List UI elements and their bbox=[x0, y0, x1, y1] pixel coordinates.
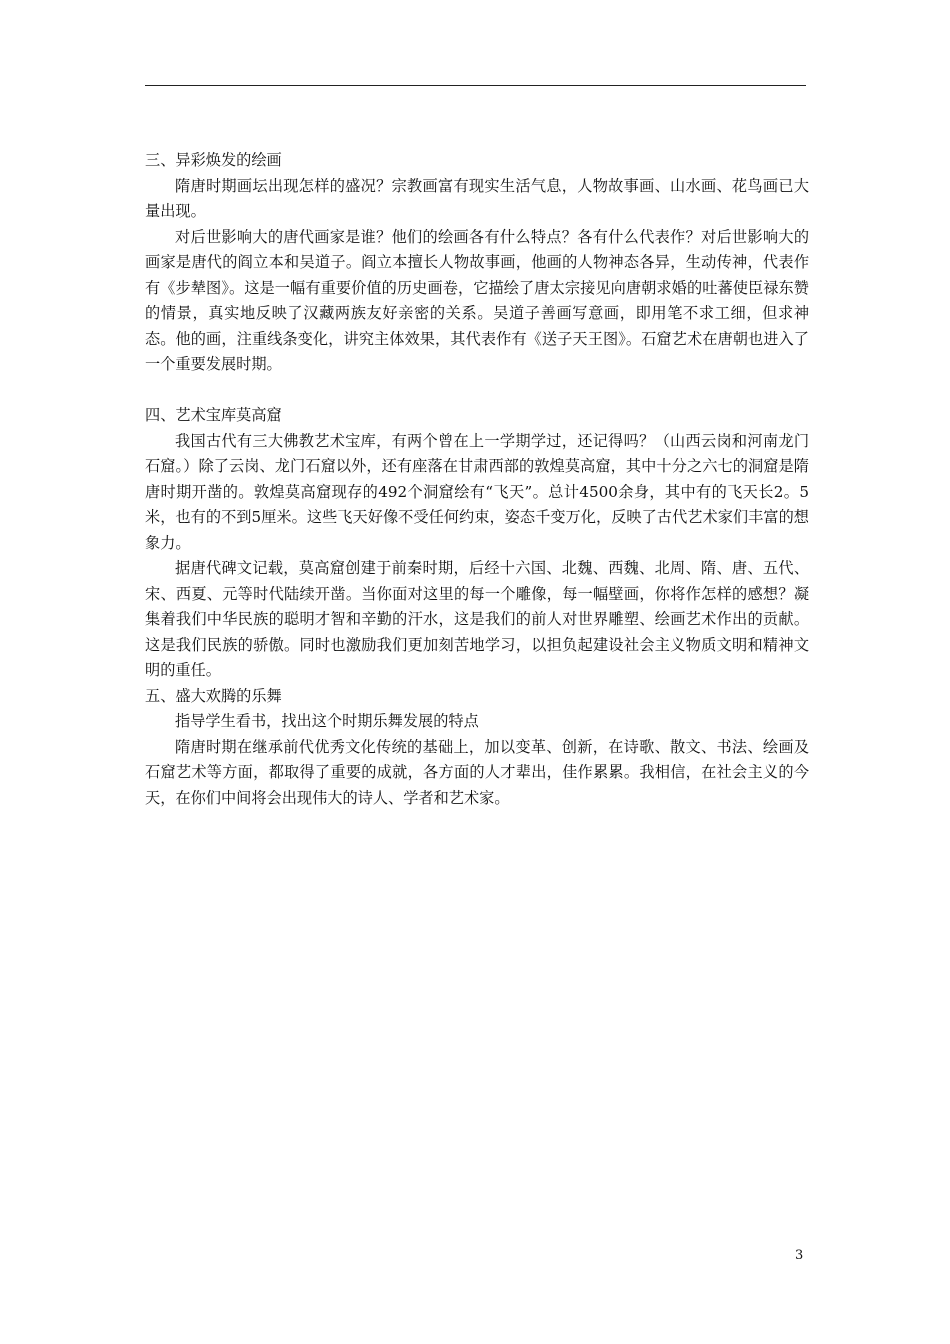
page-number: 3 bbox=[795, 1248, 804, 1263]
header-rule bbox=[145, 85, 806, 86]
paragraph: 隋唐时期画坛出现怎样的盛况？宗教画富有现实生活气息，人物故事画、山水画、花鸟画已大量出现。 bbox=[145, 176, 809, 220]
section-heading: 四、艺术宝库莫高窟 bbox=[145, 406, 282, 424]
section-heading: 五、盛大欢腾的乐舞 bbox=[145, 686, 282, 705]
document-body bbox=[145, 148, 809, 811]
section-mogao-caves bbox=[145, 403, 809, 684]
paragraph: 隋唐时期在继承前代优秀文化传统的基础上，加以变革、创新，在诗歌、散文、书法、绘画及石窟艺术等方面，都取得了重要的成就，各方面的人才辈出，佳作累累。我相信，在社会主义的今天，在你们中间将会出现伟大的诗人、学者和艺术家。 bbox=[145, 737, 809, 807]
paragraph: 对后世影响大的唐代画家是谁？他们的绘画各有什么特点？各有什么代表作？对后世影响大的画家是唐代的阎立本和吴道子。阎立本擅长人物故事画，他画的人物神态各异，生动传神，代表作有《步辇图》。这是一幅有重要价值的历史画卷，它描绘了唐太宗接见向唐朝求婚的吐蕃使臣禄东赞的情景，真实地反映了汉藏两族友好亲密的关系。吴道子善画写意画，即用笔不求工细，但求神态。他的画，注重线条变化，讲究主体效果，其代表作有《送子天王图》。石窟艺术在唐朝也进入了一个重要发展时期。 bbox=[145, 227, 809, 373]
paragraph: 我国古代有三大佛教艺术宝库，有两个曾在上一学期学过，还记得吗？（山西云岗和河南龙门石窟。）除了云岗、龙门石窟以外，还有座落在甘肃西部的敦煌莫高窟，其中十分之六七的洞窟是隋唐时期开凿的。敦煌莫高窟现存的492个洞窟绘有“飞天”。总计4500余身，其中有的飞天长2。5米，也有的不到5厘米。这些飞天好像不受任何约束，姿态千变万化，反映了古代艺术家们丰富的想象力。 bbox=[145, 431, 809, 552]
paragraph: 据唐代碑文记载，莫高窟创建于前秦时期，后经十六国、北魏、西魏、北周、隋、唐、五代、宋、西夏、元等时代陆续开凿。当你面对这里的每一个雕像，每一幅壁画，你将作怎样的感想？凝集着我们中华民族的聪明才智和辛勤的汗水，这是我们的前人对世界雕塑、绘画艺术作出的贡献。这是我们民族的骄傲。同时也激励我们更加刻苦地学习，以担负起建设社会主义物质文明和精神文明的重任。 bbox=[145, 559, 809, 679]
section-music-dance bbox=[145, 684, 809, 812]
section-painting bbox=[145, 148, 809, 378]
section-heading: 三、异彩焕发的绘画 bbox=[145, 151, 282, 169]
blank-line bbox=[145, 378, 809, 404]
paragraph: 指导学生看书，找出这个时期乐舞发展的特点 bbox=[175, 712, 479, 730]
